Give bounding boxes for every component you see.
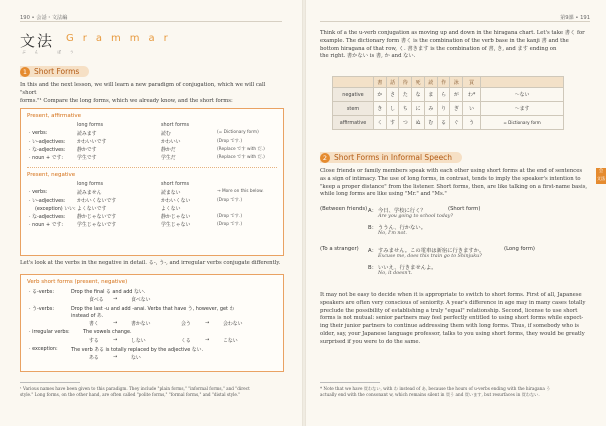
row-label: · な-adjectives:: [29, 214, 66, 220]
table-cell: ぬ: [412, 116, 425, 130]
row-note: → More on this below.: [217, 189, 264, 194]
translation: No, I'm not.: [378, 231, 407, 236]
table-cell: さ: [386, 88, 399, 102]
long-form: 学生です: [77, 155, 97, 161]
col-long: long forms: [77, 122, 104, 128]
u-verb-conjugation-table: [332, 76, 564, 130]
dialogue-note: (Long form): [504, 246, 535, 252]
footnote-line: style." Long forms, on the other hand, are often called "polite forms," "formal forms," and "distal style.": [20, 392, 241, 397]
long-form: よくないです: [77, 206, 107, 212]
table-cell: る: [437, 116, 450, 130]
long-form: 読みません: [77, 190, 102, 196]
example-word: こない: [223, 338, 238, 344]
table-header-cell: 話: [386, 77, 399, 88]
title-japanese: 文法: [20, 32, 55, 50]
hiragana-chart-explanation: [320, 30, 592, 61]
grammar-title: [20, 30, 177, 54]
table-cell: き: [374, 102, 387, 116]
table-cell: し: [386, 102, 399, 116]
row-label: · verbs:: [29, 189, 48, 195]
tab-label-bottom: 文法: [596, 177, 606, 182]
table-header-row: [333, 77, 564, 88]
table-cell: む: [424, 116, 437, 130]
row-label: · verbs:: [29, 130, 48, 136]
speaker-label: B：: [368, 265, 377, 271]
text-line: example. The dictionary form 書く is the combination of the verb base in the kanji 書 and the: [320, 37, 569, 44]
col-long: long forms: [77, 181, 104, 187]
text-line: surprised if you were to do the same.: [320, 338, 421, 345]
row-label: · な-adjectives:: [29, 147, 66, 153]
text-line: preclude the possibility of establishing a truly "equal" relationship. Second, license to use short: [320, 307, 578, 314]
table-cell: 〜ない: [481, 88, 564, 102]
short-form: 静かじゃない: [161, 214, 191, 220]
text-line: older, say, your Japanese language professor, talks to you using short forms, they would be greatly: [320, 330, 585, 337]
table-row: [333, 88, 564, 102]
table-header-cell: 死: [412, 77, 425, 88]
example-word: する: [89, 338, 99, 344]
box-heading-affirmative: Present, affirmative: [27, 113, 82, 119]
text-line: Think of a the u-verb conjugation as moving up and down in the hiragana chart. Let's take 書く for: [320, 30, 585, 36]
long-form: 静かじゃないです: [77, 214, 117, 220]
section-title: Short Forms in Informal Speech: [334, 153, 453, 162]
rule-label: · irregular verbs:: [29, 329, 70, 335]
rule-text: The vowels change.: [83, 329, 132, 335]
table-header-cell: 泳: [450, 77, 463, 88]
chapter-tab: [596, 168, 606, 184]
table-cell: く: [374, 116, 387, 130]
table-row: [333, 116, 564, 130]
row-label: (exception) いい:: [35, 206, 76, 212]
footnote-line: ¹ Various names have been given to this paradigm. They include "plain forms," "informal forms," and "direct: [20, 386, 250, 391]
text-line: forms is not mutual: senior partners may feel perfectly entitled to using short forms while expect-: [320, 315, 584, 322]
text-line: forms."¹ Compare the long forms, which we already know, and the short forms:: [20, 97, 233, 104]
table-cell: い: [463, 102, 481, 116]
translation: No, it doesn't.: [378, 271, 413, 276]
table-cell: ち: [399, 102, 412, 116]
example-word: くる: [181, 338, 191, 344]
footnote: [320, 386, 592, 398]
short-form: 読む: [161, 131, 171, 137]
table-cell: う: [463, 116, 481, 130]
tab-label-top: 会: [598, 169, 604, 174]
speaker-label: B：: [368, 225, 377, 231]
table-header-cell: [481, 77, 564, 88]
example-word: ない: [131, 355, 141, 361]
example-word: 食べない: [131, 297, 151, 303]
arrow-icon: →: [205, 337, 210, 343]
table-header-cell: 作: [437, 77, 450, 88]
footnote-line: actually end with the consonant w, which remains silent in 買う and 買います, but resurfaces in 買わない.: [320, 392, 540, 397]
table-row: [333, 102, 564, 116]
table-cell: な: [412, 88, 425, 102]
dialogue-line: 今日、学校に行く？: [378, 208, 426, 214]
row-note: (Drop です.): [217, 139, 243, 144]
table-cell: が: [450, 88, 463, 102]
row-label: stem: [333, 102, 374, 116]
rule-text: The verb ある is totally replaced by the adjective ない.: [71, 347, 204, 353]
row-note: (Replace です with だ.): [217, 147, 265, 152]
row-note: (= Dictionary form): [217, 130, 259, 135]
section-number: 2: [320, 153, 330, 163]
running-head-right: 第9課 • 191: [560, 15, 590, 21]
intro-paragraph: [20, 82, 282, 105]
table-header-cell: [333, 77, 374, 88]
box-heading-verb: Verb short forms (present, negative): [27, 279, 128, 285]
row-note: (Drop です.): [217, 198, 243, 203]
table-cell: り: [437, 102, 450, 116]
row-label: · い-adjectives:: [29, 198, 66, 204]
row-label: · noun + です:: [29, 222, 64, 228]
footnote-rule: [320, 382, 380, 383]
arrow-icon: →: [113, 337, 118, 343]
table-cell: す: [386, 116, 399, 130]
example-word: 書く: [89, 321, 99, 327]
short-form: 読まない: [161, 190, 181, 196]
arrow-icon: →: [205, 320, 210, 326]
table-cell: わ*: [463, 88, 481, 102]
example-word: 食べる: [89, 297, 104, 303]
section-title: Short Forms: [34, 67, 80, 76]
row-label: · い-adjectives:: [29, 139, 66, 145]
verb-short-forms-box: [20, 274, 284, 372]
table-cell: ま: [424, 88, 437, 102]
translation: Are you going to school today?: [378, 214, 453, 219]
text-line: the right. 書かない is 書, か and ない.: [320, 53, 416, 60]
table-cell: 〜ます: [481, 102, 564, 116]
text-line: "keep a proper distance" from the listener. Short forms, then, are like talking on a first-name basis,: [320, 183, 588, 190]
dialogue-line: ううん、行かない。: [378, 225, 426, 231]
right-page: [306, 0, 606, 426]
col-short: short forms: [161, 181, 190, 187]
text-line: bottom hiragana of that row, く. 書きます is the combination of 書, き, and ます ending on: [320, 45, 557, 52]
short-forms-table-box: [20, 108, 284, 256]
row-note: (Drop です.): [217, 214, 243, 219]
table-cell: に: [412, 102, 425, 116]
example-word: 書かない: [131, 321, 151, 327]
dialogue-line: いいえ、行きませんよ。: [378, 265, 437, 271]
section-number: 1: [20, 67, 30, 77]
long-form: 静かです: [77, 147, 97, 153]
table-cell: つ: [399, 116, 412, 130]
rule-text: Drop the final る and add ない.: [71, 289, 146, 295]
arrow-icon: →: [113, 320, 118, 326]
text-line: ing their junior partners to continue addressing them with long forms. Thus, if somebody who is: [320, 323, 579, 330]
rule-label: · exception:: [29, 346, 58, 352]
rule-text: Drop the last -u and add -anai. Verbs that have う, however, get わ: [71, 306, 235, 312]
short-form: よくない: [161, 206, 181, 212]
table-header-cell: 書: [374, 77, 387, 88]
informal-speech-paragraph: [320, 168, 592, 199]
section-heading-2: [320, 152, 462, 163]
short-form: 学生だ: [161, 155, 176, 161]
long-form: かわいいです: [77, 139, 107, 145]
table-header-cell: 待: [399, 77, 412, 88]
short-form: 学生じゃない: [161, 222, 191, 228]
left-page: [0, 0, 302, 426]
box-heading-negative: Present, negative: [27, 172, 76, 178]
row-note: (Replace です with だ.): [217, 155, 265, 160]
long-form: かわいくないです: [77, 198, 117, 204]
table-cell: ぎ: [450, 102, 463, 116]
seniority-paragraph: [320, 292, 592, 347]
text-line: In this and the next lesson, we will learn a new paradigm of conjugation, which we will call "short: [20, 82, 266, 96]
speaker-label: A：: [368, 208, 377, 214]
box-divider: [27, 167, 277, 168]
text-line: speakers are often very conscious of seniority. A year's difference in age may in many cases totally: [320, 299, 586, 306]
conversation-context: (To a stranger): [320, 246, 359, 252]
text-line: as a sign of intimacy. The use of long forms, in contrast, tends to imply the speaker's intention to: [320, 175, 581, 182]
row-note: (Drop です.): [217, 222, 243, 227]
table-header-cell: 買: [463, 77, 481, 88]
row-label: negative: [333, 88, 374, 102]
section-heading-1: [20, 66, 89, 77]
title-english: Grammar: [66, 33, 177, 44]
title-ruby: ぶん ぽう: [22, 50, 83, 54]
table-cell: か: [374, 88, 387, 102]
speaker-label: A：: [368, 248, 377, 254]
table-cell: ら: [437, 88, 450, 102]
short-form: 静かだ: [161, 147, 176, 153]
rule-label: · う-verbs:: [29, 306, 54, 312]
rule-text: instead of あ.: [71, 313, 104, 319]
arrow-icon: →: [113, 296, 118, 302]
rule-label: · る-verbs:: [29, 289, 54, 295]
table-cell: = Dictionary form: [481, 116, 564, 130]
footnote: [20, 386, 284, 398]
header-rule: [320, 21, 590, 22]
example-word: しない: [131, 338, 146, 344]
arrow-icon: →: [113, 354, 118, 360]
table-cell: た: [399, 88, 412, 102]
example-word: 会う: [181, 321, 191, 327]
verb-intro-text: Let's look at the verbs in the negative in detail. る-, う-, and irregular verbs conjugate differently.: [20, 260, 281, 266]
dialogue-note: (Short form): [448, 206, 481, 212]
table-header-cell: 読: [424, 77, 437, 88]
example-word: ある: [89, 355, 99, 361]
short-form: かわいくない: [161, 198, 191, 204]
example-word: 会わない: [223, 321, 243, 327]
text-line: while long forms are like using "Mr." and "Ms.": [320, 191, 447, 198]
footnote-line: * Note that we have 買わない, with わ instead of あ, because the hours of u-verbs ending with the hiragana う: [320, 386, 551, 391]
short-form: かわいい: [161, 139, 181, 145]
footnote-rule: [20, 382, 80, 383]
row-label: · noun + です:: [29, 155, 64, 161]
long-form: 読みます: [77, 131, 97, 137]
translation: Excuse me, does this train go to Shinjuku?: [378, 254, 482, 259]
table-cell: み: [424, 102, 437, 116]
table-cell: ぐ: [450, 116, 463, 130]
conversation-context: (Between friends): [320, 206, 368, 212]
dialogue-line: すみません。この電車は新宿に行きますか。: [378, 248, 485, 254]
row-label: affirmative: [333, 116, 374, 130]
text-line: It may not be easy to decide when it is appropriate to switch to short forms. First of all, Japanese: [320, 292, 582, 298]
text-line: Close friends or family members speak with each other using short forms at the end of sentences: [320, 168, 583, 174]
col-short: short forms: [161, 122, 190, 128]
header-rule: [20, 21, 282, 22]
running-head-left: 190 • 会話・文法編: [20, 15, 68, 21]
long-form: 学生じゃないです: [77, 222, 117, 228]
